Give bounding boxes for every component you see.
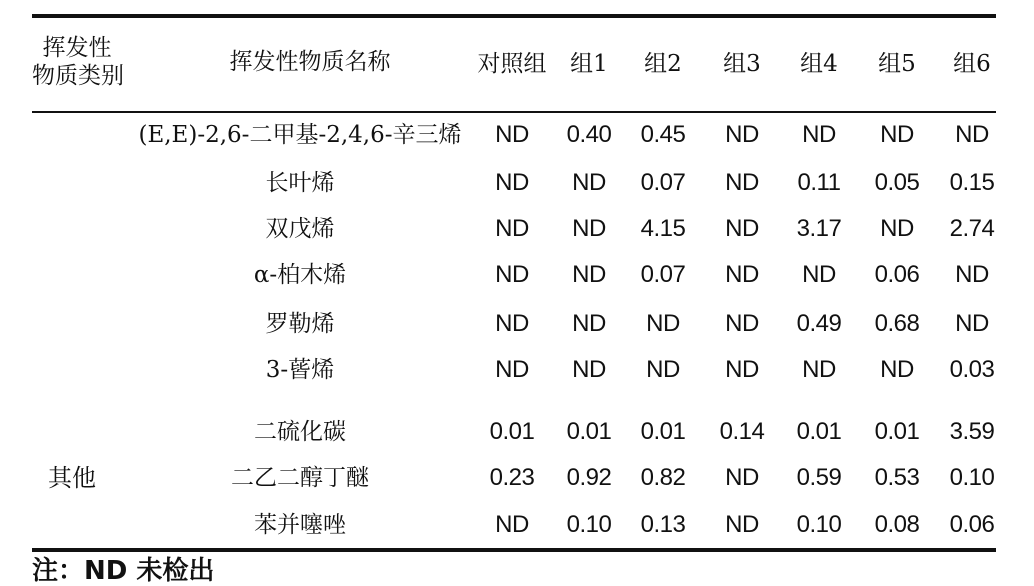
value-cell: ND (495, 215, 529, 242)
value-cell: 0.01 (566, 418, 612, 445)
value-cell: ND (572, 261, 606, 288)
value-cell: ND (495, 310, 529, 337)
value-cell: 0.68 (874, 310, 920, 337)
value-cell: ND (725, 511, 759, 538)
category-other: 其他 (48, 464, 96, 492)
value-cell: ND (725, 356, 759, 383)
value-cell: ND (572, 310, 606, 337)
value-cell: ND (572, 356, 606, 383)
value-cell: 0.11 (797, 169, 841, 196)
value-cell: ND (495, 169, 529, 196)
value-cell: 0.08 (874, 511, 920, 538)
value-cell: ND (725, 310, 759, 337)
value-cell: 0.01 (796, 418, 842, 445)
value-cell: 0.07 (640, 261, 686, 288)
header-category-line2: 物质类别 (32, 63, 124, 89)
value-cell: 0.92 (566, 464, 612, 491)
value-cell: ND (572, 215, 606, 242)
column-header: 组6 (953, 51, 991, 77)
substance-name: 苯并噻唑 (254, 512, 346, 538)
value-cell: ND (495, 261, 529, 288)
value-cell: ND (495, 121, 529, 148)
column-header: 对照组 (477, 51, 547, 77)
value-cell: ND (495, 511, 529, 538)
value-cell: 2.74 (949, 215, 995, 242)
table-header-rule (32, 111, 996, 113)
value-cell: 0.49 (796, 310, 842, 337)
value-cell: 0.45 (640, 121, 686, 148)
value-cell: ND (880, 121, 914, 148)
value-cell: ND (725, 464, 759, 491)
value-cell: 3.59 (949, 418, 995, 445)
table-bottom-rule (32, 548, 996, 552)
column-header: 组5 (878, 51, 916, 77)
value-cell: 0.14 (719, 418, 765, 445)
value-cell: 0.23 (489, 464, 535, 491)
value-cell: ND (802, 261, 836, 288)
header-category-line1: 挥发性 (42, 35, 112, 61)
column-header: 组4 (800, 51, 838, 77)
value-cell: ND (955, 310, 989, 337)
value-cell: 3.17 (796, 215, 842, 242)
value-cell: ND (646, 356, 680, 383)
column-header: 组3 (723, 51, 761, 77)
value-cell: 0.10 (566, 511, 612, 538)
value-cell: 0.59 (796, 464, 842, 491)
value-cell: ND (572, 169, 606, 196)
value-cell: 0.06 (949, 511, 995, 538)
column-header: 组2 (644, 51, 682, 77)
value-cell: ND (880, 215, 914, 242)
substance-name: 双戊烯 (265, 216, 335, 242)
column-header: 组1 (570, 51, 608, 77)
value-cell: ND (646, 310, 680, 337)
value-cell: 0.01 (874, 418, 920, 445)
substance-name: (E,E)-2,6-二甲基-2,4,6-辛三烯 (138, 122, 462, 148)
value-cell: ND (880, 356, 914, 383)
table-top-rule (32, 14, 996, 18)
value-cell: ND (495, 356, 529, 383)
substance-name: 二乙二醇丁醚 (231, 465, 369, 491)
value-cell: ND (725, 169, 759, 196)
value-cell: 0.06 (874, 261, 920, 288)
value-cell: ND (725, 121, 759, 148)
value-cell: 0.13 (640, 511, 686, 538)
value-cell: 0.10 (796, 511, 842, 538)
substance-name: 3-蒈烯 (265, 357, 335, 383)
value-cell: 0.10 (949, 464, 995, 491)
value-cell: 0.07 (640, 169, 686, 196)
value-cell: 4.15 (640, 215, 686, 242)
value-cell: 0.05 (874, 169, 920, 196)
value-cell: ND (725, 261, 759, 288)
value-cell: 0.53 (874, 464, 920, 491)
value-cell: 0.82 (640, 464, 686, 491)
value-cell: 0.03 (949, 356, 995, 383)
value-cell: ND (802, 121, 836, 148)
substance-name: 罗勒烯 (265, 311, 335, 337)
value-cell: ND (802, 356, 836, 383)
value-cell: 0.40 (566, 121, 612, 148)
header-name: 挥发性物质名称 (229, 49, 391, 75)
substance-name: α-柏木烯 (253, 262, 347, 288)
value-cell: ND (725, 215, 759, 242)
value-cell: ND (955, 261, 989, 288)
value-cell: 0.15 (949, 169, 995, 196)
value-cell: 0.01 (640, 418, 686, 445)
substance-name: 二硫化碳 (254, 419, 346, 445)
value-cell: 0.01 (489, 418, 535, 445)
header-category (32, 34, 122, 90)
value-cell: ND (955, 121, 989, 148)
substance-name: 长叶烯 (265, 170, 335, 196)
table-note: 注：ND 未检出 (32, 556, 215, 586)
